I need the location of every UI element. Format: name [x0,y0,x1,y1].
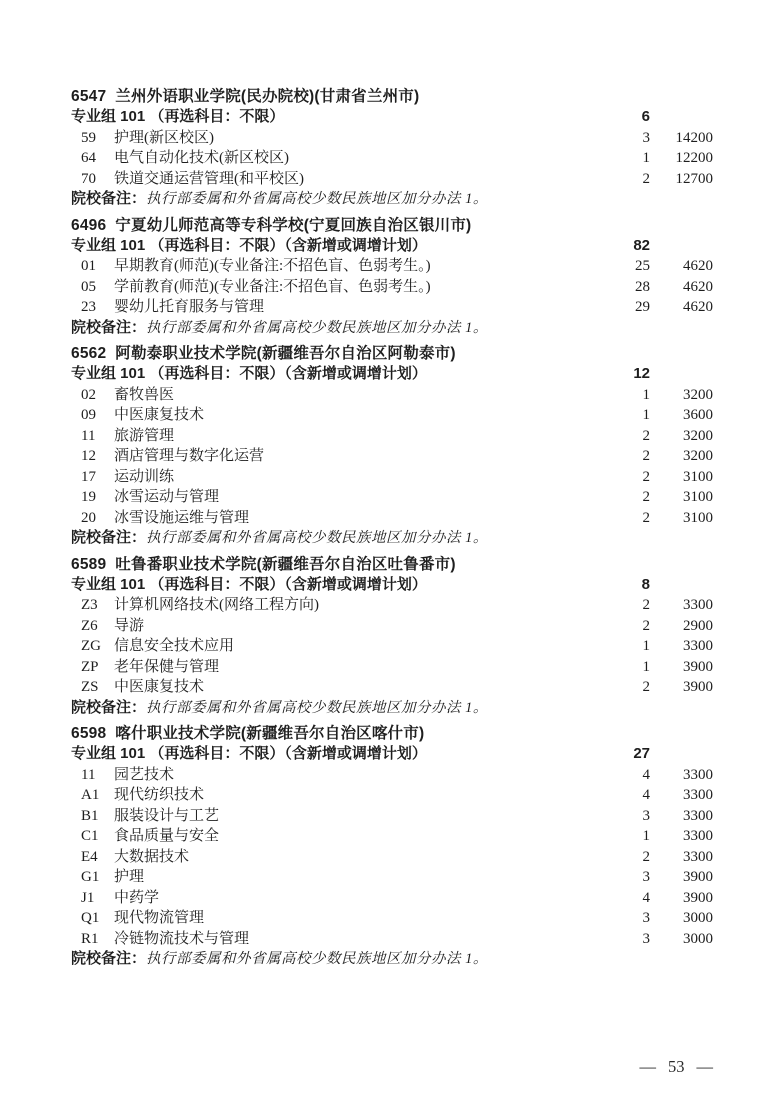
major-code: 11 [81,427,96,444]
group-plan-count: 27 [633,745,650,762]
major-code: C1 [81,828,99,844]
major-tuition-fee: 4620 [683,278,713,295]
major-plan-count: 2 [642,468,650,485]
page-footer [640,1057,714,1077]
page-number: 53 [668,1057,685,1076]
major-code: 19 [81,489,96,505]
major-name: 冷链物流技术与管理 [114,930,250,947]
major-row [71,888,713,909]
major-name: 酒店管理与数字化运营 [114,448,265,464]
major-code: A1 [81,787,100,803]
major-plan-count: 3 [642,910,650,926]
school-section [71,343,713,549]
major-row [71,636,713,657]
school-note-row [71,949,713,970]
major-code: 64 [81,150,96,166]
major-row [71,277,713,298]
major-name: 导游 [114,617,145,634]
major-code: 20 [81,509,96,526]
major-name: 运动训练 [114,468,175,485]
major-code: 17 [81,468,96,485]
major-plan-count: 3 [642,930,650,947]
major-name: 电气自动化技术(新区校区) [114,150,289,166]
school-name: 阿勒泰职业技术学院(新疆维吾尔自治区阿勒泰市) [115,345,456,362]
school-code: 6589 [71,555,107,573]
major-tuition-fee: 3300 [683,848,713,865]
major-plan-count: 4 [642,787,650,803]
school-heading [71,86,713,107]
major-code: 02 [81,386,96,403]
note-text: 执行部委属和外省属高校少数民族地区加分办法 1。 [146,530,488,546]
major-plan-count: 2 [642,679,650,695]
major-tuition-fee: 12200 [675,150,713,166]
group-label: 专业组 101 （再选科目：不限）（含新增或调增计划） [71,236,427,254]
major-name: 大数据技术 [114,848,190,865]
major-row [71,385,713,406]
major-plan-count: 2 [642,427,650,444]
school-code: 6598 [71,725,107,742]
group-label: 专业组 101 （再选科目：不限） [71,108,285,125]
major-plan-count: 3 [642,129,650,146]
school-note-row [71,189,713,210]
major-row [71,657,713,678]
admission-plan-list [71,86,713,975]
group-fee-spacer [650,364,713,385]
major-name: 冰雪运动与管理 [114,489,220,505]
major-row [71,148,713,169]
major-name: 中药学 [114,889,160,906]
major-name: 学前教育(师范)(专业备注:不招色盲、色弱考生。) [114,278,431,295]
school-heading [71,343,713,364]
school-code: 6562 [71,345,107,362]
major-tuition-fee: 3900 [683,869,713,885]
major-tuition-fee: 3100 [683,509,713,526]
major-code: J1 [81,889,95,906]
major-name: 冰雪设施运维与管理 [114,509,250,526]
group-label: 专业组 101 （再选科目：不限）（含新增或调增计划） [71,575,427,593]
major-tuition-fee: 4620 [683,258,713,274]
school-heading [71,554,713,575]
major-row [71,677,713,698]
major-code: Z6 [81,617,98,634]
major-tuition-fee: 3300 [683,828,713,844]
school-name: 兰州外语职业学院(民办院校)(甘肃省兰州市) [115,88,420,105]
major-row [71,487,713,508]
major-plan-count: 2 [642,489,650,505]
major-code: ZP [81,658,99,675]
group-fee-spacer [650,575,713,596]
major-code: 11 [81,766,96,783]
major-row [71,765,713,786]
major-row [71,929,713,950]
major-name: 旅游管理 [114,427,175,444]
major-tuition-fee: 3300 [683,766,713,783]
major-row [71,806,713,827]
major-tuition-fee: 2900 [683,617,713,634]
note-label: 院校备注： [71,318,147,336]
note-label: 院校备注： [71,698,147,716]
major-tuition-fee: 3200 [683,386,713,403]
major-plan-count: 1 [642,150,650,166]
major-name: 现代物流管理 [114,910,205,926]
major-tuition-fee: 3000 [683,910,713,926]
major-name: 计算机网络技术(网络工程方向) [114,597,319,613]
note-text: 执行部委属和外省属高校少数民族地区加分办法 1。 [146,319,488,336]
major-name: 园艺技术 [114,766,175,783]
major-tuition-fee: 4620 [683,299,713,315]
school-note-row [71,698,713,719]
major-group-row [71,575,713,596]
major-plan-count: 4 [642,766,650,783]
major-code: 59 [81,129,96,146]
group-plan-count: 6 [641,108,650,125]
major-row [71,128,713,149]
major-plan-count: 1 [642,658,650,675]
major-code: 12 [81,448,96,464]
note-text: 执行部委属和外省属高校少数民族地区加分办法 1。 [146,699,488,716]
major-name: 食品质量与安全 [114,828,220,844]
major-tuition-fee: 3100 [683,468,713,485]
major-name: 护理(新区校区) [114,129,214,146]
group-label: 专业组 101 （再选科目：不限）（含新增或调增计划） [71,745,427,762]
major-code: Q1 [81,910,100,926]
note-label: 院校备注： [71,190,147,207]
major-tuition-fee: 3300 [683,787,713,803]
school-section [71,554,713,719]
major-plan-count: 4 [642,889,650,906]
major-group-row [71,236,713,257]
major-code: G1 [81,869,100,885]
major-plan-count: 25 [635,258,650,274]
major-row [71,867,713,888]
major-group-row [71,744,713,765]
note-label: 院校备注： [71,950,147,967]
major-row [71,169,713,190]
major-row [71,908,713,929]
major-tuition-fee: 3600 [683,407,713,423]
major-name: 铁道交通运营管理(和平校区) [114,170,304,187]
major-name: 信息安全技术应用 [114,638,235,654]
group-fee-spacer [650,744,713,765]
group-label: 专业组 101 （再选科目：不限）（含新增或调增计划） [71,365,427,382]
major-plan-count: 1 [642,407,650,423]
major-row [71,467,713,488]
major-code: ZS [81,679,99,695]
major-name: 老年保健与管理 [114,658,220,675]
major-tuition-fee: 3200 [683,448,713,464]
major-name: 护理 [114,869,145,885]
school-name: 喀什职业技术学院(新疆维吾尔自治区喀什市) [115,725,425,742]
major-plan-count: 2 [642,848,650,865]
major-row [71,508,713,529]
major-name: 现代纺织技术 [114,787,205,803]
group-plan-count: 8 [641,575,650,593]
school-section [71,215,713,339]
major-plan-count: 2 [642,509,650,526]
major-group-row [71,107,713,128]
major-row [71,297,713,318]
note-text: 执行部委属和外省属高校少数民族地区加分办法 1。 [146,191,488,207]
major-code: 05 [81,278,96,295]
major-code: 70 [81,170,96,187]
major-code: 23 [81,299,96,315]
major-plan-count: 28 [635,278,650,295]
major-row [71,595,713,616]
major-row [71,405,713,426]
major-plan-count: 3 [642,869,650,885]
school-section [71,86,713,210]
major-tuition-fee: 3900 [683,679,713,695]
major-plan-count: 3 [642,807,650,824]
major-name: 中医康复技术 [114,407,205,423]
school-heading [71,723,713,744]
major-tuition-fee: 3100 [683,489,713,505]
major-code: R1 [81,930,99,947]
major-tuition-fee: 14200 [675,129,713,146]
major-code: ZG [81,638,101,654]
major-plan-count: 1 [642,828,650,844]
major-tuition-fee: 3300 [683,638,713,654]
major-plan-count: 2 [642,617,650,634]
major-row [71,426,713,447]
major-plan-count: 2 [642,448,650,464]
school-name: 宁夏幼儿师范高等专科学校(宁夏回族自治区银川市) [115,216,472,234]
school-code: 6496 [71,216,107,234]
major-plan-count: 2 [642,170,650,187]
major-code: Z3 [81,597,98,613]
school-code: 6547 [71,88,107,105]
school-heading [71,215,713,236]
major-row [71,256,713,277]
major-group-row [71,364,713,385]
major-tuition-fee: 12700 [675,170,713,187]
major-code: E4 [81,848,98,865]
note-text: 执行部委属和外省属高校少数民族地区加分办法 1。 [146,951,488,967]
major-tuition-fee: 3900 [683,889,713,906]
group-plan-count: 82 [633,236,650,254]
school-note-row [71,528,713,549]
major-name: 早期教育(师范)(专业备注:不招色盲、色弱考生。) [114,258,431,274]
major-tuition-fee: 3300 [683,807,713,824]
major-plan-count: 1 [642,638,650,654]
major-code: B1 [81,807,99,824]
major-row [71,446,713,467]
major-tuition-fee: 3000 [683,930,713,947]
school-section [71,723,713,970]
footer-dash-left: — [639,1057,656,1076]
major-tuition-fee: 3900 [683,658,713,675]
group-fee-spacer [650,236,713,257]
group-plan-count: 12 [633,365,650,382]
major-row [71,847,713,868]
major-name: 中医康复技术 [114,679,205,695]
note-label: 院校备注： [71,529,147,546]
major-plan-count: 2 [642,597,650,613]
major-code: 09 [81,407,96,423]
major-name: 畜牧兽医 [114,386,175,403]
school-name: 吐鲁番职业技术学院(新疆维吾尔自治区吐鲁番市) [115,555,456,573]
major-tuition-fee: 3300 [683,597,713,613]
group-fee-spacer [650,107,713,128]
major-row [71,826,713,847]
major-code: 01 [81,258,96,274]
footer-dash-right: — [696,1057,713,1076]
major-name: 服装设计与工艺 [114,807,220,824]
major-plan-count: 1 [642,386,650,403]
major-row [71,785,713,806]
school-note-row [71,318,713,339]
major-plan-count: 29 [635,299,650,315]
major-tuition-fee: 3200 [683,427,713,444]
major-name: 婴幼儿托育服务与管理 [114,299,265,315]
major-row [71,616,713,637]
